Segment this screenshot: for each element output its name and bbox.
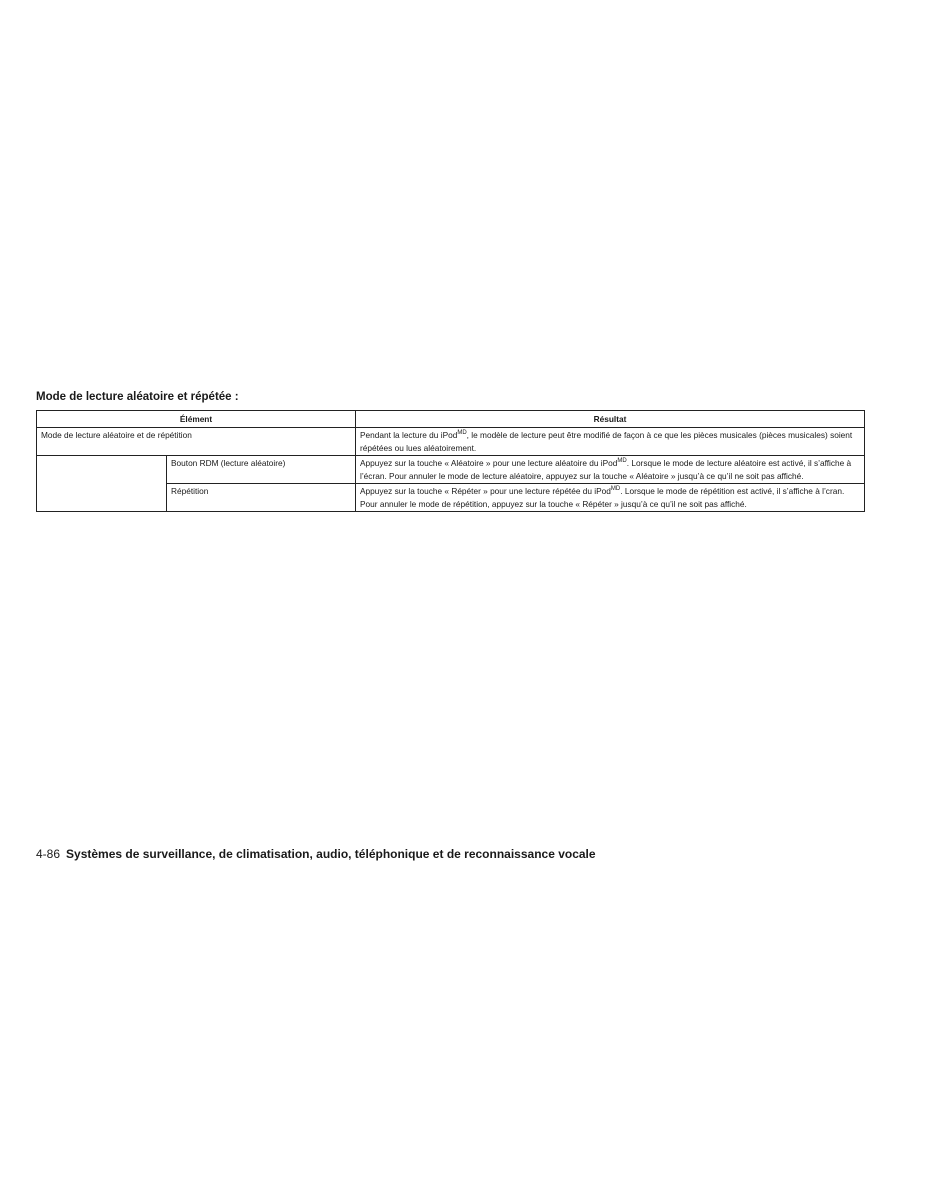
modes-table [36, 410, 865, 512]
table-header-row [37, 411, 865, 428]
row-element-shuffle: Bouton RDM (lecture aléatoire) [167, 456, 356, 484]
table-row [37, 456, 865, 484]
result-text: Appuyez sur la touche « Répéter » pour une lecture répétée du iPod [360, 486, 611, 496]
table-row [37, 428, 865, 456]
header-element: Élément [37, 411, 356, 428]
result-text: Pendant la lecture du iPod [360, 430, 458, 440]
row-result-shuffle [356, 456, 865, 484]
trademark-sup: MD [457, 430, 467, 436]
page-footer [36, 847, 596, 861]
row-result-repeat [356, 484, 865, 512]
result-text: . Lorsque le mode de lecture aléatoire est activé, il s’affiche à l’écran. Pour annuler le mode de lecture aléatoire, appuyez sur la touche « Aléatoire » jusqu’à ce qu’il ne soit pas affiché. [360, 458, 852, 481]
result-text: Appuyez sur la touche « Aléatoire » pour une lecture aléatoire du iPod [360, 458, 618, 468]
result-text: , le modèle de lecture peut être modifié de façon à ce que les pièces musicales (pièces musicales) soient répétées ou lues aléatoirement. [360, 430, 853, 453]
header-result: Résultat [356, 411, 865, 428]
section-title: Mode de lecture aléatoire et répétée : [36, 391, 239, 403]
row-element-mode: Mode de lecture aléatoire et de répétition [37, 428, 356, 456]
trademark-sup: MD [617, 458, 627, 464]
row-result-mode [356, 428, 865, 456]
page-number: 4-86 [36, 847, 61, 861]
result-text: . Lorsque le mode de répétition est activé, il s’affiche à l’cran. Pour annuler le mode de répétition, appuyez sur la touche « Répéter » jusqu’à ce qu’il ne soit pas affiché. [360, 486, 845, 509]
chapter-title: Systèmes de surveillance, de climatisation, audio, téléphonique et de reconnaissance vocale [66, 847, 596, 861]
trademark-sup: MD [610, 486, 621, 492]
row-element-repeat: Répétition [167, 484, 356, 512]
row-parent-empty [37, 456, 167, 512]
